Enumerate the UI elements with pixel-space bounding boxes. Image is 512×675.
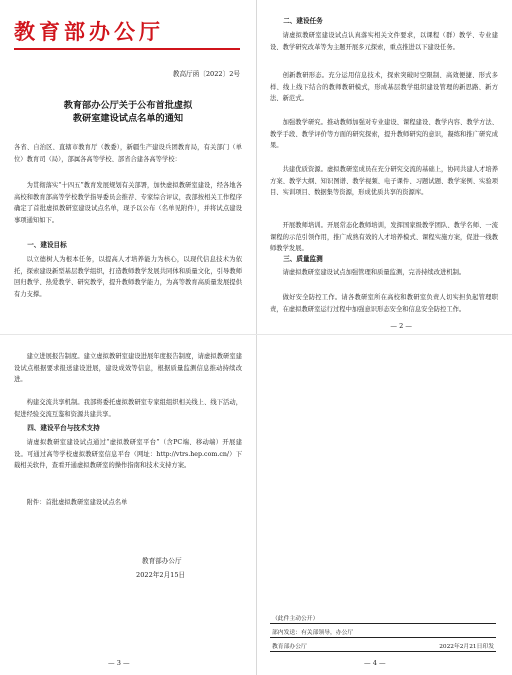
document-page-2 (260, 4, 508, 331)
public-disclosure-note: （此件主动公开） (272, 616, 319, 622)
task-teacher-training: 开展教师培训。开展常态化教师培训，发挥国家级教学团队、教学名师、一流课程的示范引领作用，推广成熟有效的人才培养模式、课程实施方案，促进一线教师教学发展。 (270, 222, 498, 253)
section-1-body: 以立德树人为根本任务，以提高人才培养能力为核心，以现代信息技术为依托，探索建设新型基层教学组织，打造教师教学发展共同体和质量文化，引导教师回归教学、热爱教学、研究教学，提升教师教学能力，为高等教育高质量发展提供有力支撑。 (14, 256, 242, 298)
footer-rule-bottom (270, 651, 496, 652)
agency-header: 教育部办公厅 (14, 19, 164, 44)
task-innovate-forms: 创新教研形态。充分运用信息技术，探索突破时空限制、高效便捷、形式多样、线上线下结合的教师教研模式，形成基层教学组织建设管理的新思路、新方法、新范式。 (270, 72, 498, 103)
page-number-2: — 2 — (390, 322, 412, 330)
document-number: 教高厅函〔2022〕2号 (172, 70, 240, 78)
attachment-note: 附件：首批虚拟教研室建设试点名单 (26, 499, 128, 506)
document-title (14, 99, 242, 125)
issue-date: 2022年2月21日印发 (439, 644, 494, 650)
footer-rule-top (270, 623, 496, 624)
page-number-3: — 3 — (108, 659, 130, 667)
title-line-2: 教研室建设试点名单的通知 (72, 113, 184, 124)
task-shared-resources: 共建优质资源。虚拟教研室成员在充分研究交流的基础上，协同共建人才培养方案、教学大纲、知识图谱、教学视频、电子课件、习题试题、教学案例、实验项目、实训项目、数据集等资源，形成优质共享的资源库。 (270, 166, 498, 197)
section-2-intro: 请虚拟教研室建设试点认真落实相关文件要求，以课程（群）教学、专业建设、教学研究改革等为主题开展多元探索，重点推进以下建设任务。 (270, 32, 498, 51)
section-3-body: 请虚拟教研室建设试点加强管理和质量监测，完善持续改进机制。 (282, 269, 466, 276)
signature-agency: 教育部办公厅 (142, 557, 182, 565)
red-header-rule (14, 48, 240, 50)
addressee: 各省、自治区、直辖市教育厅（教委），新疆生产建设兵团教育局，有关部门（单位）教育司（局），部属各高等学校、部省合建各高等学校： (14, 144, 242, 163)
issuing-office: 教育部办公厅 (272, 644, 307, 650)
document-page-3 (4, 337, 252, 671)
document-page-4 (260, 337, 508, 671)
page-number-4: — 4 — (364, 659, 386, 667)
distribution-list: 部内发送：有关部领导，办公厅 (272, 630, 354, 636)
page-gutter-divider (256, 0, 257, 675)
signature-date: 2022年2月15日 (136, 571, 186, 579)
page-row-divider (0, 334, 512, 335)
intro-paragraph: 为贯彻落实“十四五”教育发展规划有关部署，加快虚拟教研室建设，经各地各高校和教育部高等学校教学指导委员会推荐、专家综合评议，我部按相关工作程序确定了首批虚拟教研室建设试点名单，现予以公布（名单见附件），并将试点建设事项通知如下。 (14, 182, 242, 224)
document-page-1 (4, 4, 252, 331)
section-3-security: 做好安全防控工作。请各教研室所在高校和教研室负责人切实担负起管理职责，在虚拟教研室运行过程中加强意识形态安全和信息安全防控工作。 (270, 294, 498, 313)
section-4-body: 请虚拟教研室建设试点通过“虚拟教研室平台”（含PC端、移动端）开展建设。可通过高等学校虚拟教研室信息平台（网址：http://vtrs.hep.com.cn/）下载相关软件，查看开通虚拟教研室的操作指南和技术支持方案。 (14, 439, 242, 470)
section-4-heading: 四、建设平台与技术支持 (27, 424, 100, 432)
task-teaching-research: 加强教学研究。推动教师加强对专业建设、课程建设、教学内容、教学方法、教学手段、教学评价等方面的研究探索，提升教师研究的意识，凝练和推广研究成果。 (270, 119, 498, 150)
footer-rule-middle (270, 637, 496, 638)
progress-report-paragraph: 建立进展报告制度。建立虚拟教研室建设进展年度报告制度，请虚拟教研室建设试点根据要求报送建设进展，建设成效等信息，根据质量监测信息推动持续改进。 (14, 353, 242, 384)
section-2-heading: 二、建设任务 (283, 17, 323, 25)
section-3-heading: 三、质量监测 (283, 255, 323, 263)
section-1-heading: 一、建设目标 (27, 241, 67, 249)
exchange-mechanism-paragraph: 构建交流共享机制。我部将委托虚拟教研室专家组组织相关线上、线下活动，促进经验交流互鉴和资源共建共享。 (14, 399, 242, 418)
title-line-1: 教育部办公厅关于公布首批虚拟 (63, 100, 193, 111)
